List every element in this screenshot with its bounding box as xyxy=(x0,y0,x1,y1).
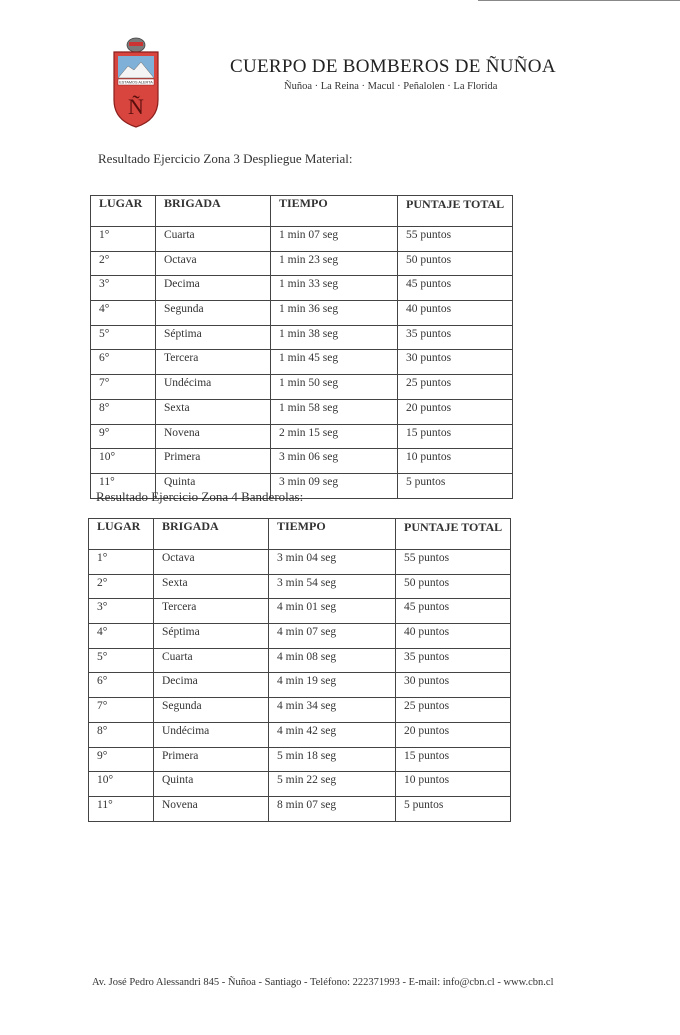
cell-tiempo: 1 min 50 seg xyxy=(271,375,398,400)
cell-tiempo: 4 min 42 seg xyxy=(269,722,396,747)
table-row xyxy=(91,251,513,276)
table-row xyxy=(91,325,513,350)
cell-tiempo: 4 min 19 seg xyxy=(269,673,396,698)
table-row xyxy=(89,574,511,599)
table-row xyxy=(91,350,513,375)
cell-puntaje: 35 puntos xyxy=(396,648,511,673)
table-row xyxy=(89,550,511,575)
cell-lugar: 5° xyxy=(91,325,156,350)
cell-tiempo: 2 min 15 seg xyxy=(271,424,398,449)
cell-puntaje: 50 puntos xyxy=(398,251,513,276)
cell-brigada: Novena xyxy=(154,796,269,821)
table-row xyxy=(89,648,511,673)
table-row xyxy=(89,624,511,649)
table-row xyxy=(91,399,513,424)
table-row xyxy=(91,424,513,449)
cell-lugar: 6° xyxy=(91,350,156,375)
cell-tiempo: 8 min 07 seg xyxy=(269,796,396,821)
cell-puntaje: 30 puntos xyxy=(398,350,513,375)
footer-contact: Av. José Pedro Alessandri 845 - Ñuñoa - Santiago - Teléfono: 222371993 - E-mail: info@cbn.cl - www.cbn.cl xyxy=(92,977,554,988)
cell-tiempo: 1 min 38 seg xyxy=(271,325,398,350)
cell-tiempo: 5 min 18 seg xyxy=(269,747,396,772)
cell-puntaje: 45 puntos xyxy=(396,599,511,624)
cell-lugar: 11° xyxy=(91,473,156,498)
cell-tiempo: 3 min 09 seg xyxy=(271,473,398,498)
cell-lugar: 9° xyxy=(91,424,156,449)
cell-puntaje: 25 puntos xyxy=(396,698,511,723)
table-header-row xyxy=(89,519,511,550)
table-row xyxy=(91,375,513,400)
table-row xyxy=(89,796,511,821)
table-row xyxy=(91,301,513,326)
table-row xyxy=(89,722,511,747)
cell-lugar: 1° xyxy=(89,550,154,575)
cell-puntaje: 15 puntos xyxy=(396,747,511,772)
cell-lugar: 5° xyxy=(89,648,154,673)
cell-tiempo: 1 min 58 seg xyxy=(271,399,398,424)
cell-puntaje: 25 puntos xyxy=(398,375,513,400)
cell-tiempo: 5 min 22 seg xyxy=(269,772,396,797)
cell-brigada: Undécima xyxy=(156,375,271,400)
cell-puntaje: 40 puntos xyxy=(396,624,511,649)
cell-puntaje: 15 puntos xyxy=(398,424,513,449)
cell-puntaje: 45 puntos xyxy=(398,276,513,301)
cell-tiempo: 1 min 36 seg xyxy=(271,301,398,326)
cell-brigada: Sexta xyxy=(154,574,269,599)
cell-lugar: 2° xyxy=(91,251,156,276)
cell-puntaje: 10 puntos xyxy=(396,772,511,797)
cell-brigada: Novena xyxy=(156,424,271,449)
cell-puntaje: 55 puntos xyxy=(396,550,511,575)
cell-lugar: 3° xyxy=(89,599,154,624)
svg-text:Ñ: Ñ xyxy=(128,94,144,119)
cell-tiempo: 4 min 08 seg xyxy=(269,648,396,673)
cell-tiempo: 3 min 04 seg xyxy=(269,550,396,575)
cell-puntaje: 35 puntos xyxy=(398,325,513,350)
cell-puntaje: 5 puntos xyxy=(398,473,513,498)
cell-puntaje: 10 puntos xyxy=(398,449,513,474)
cell-tiempo: 3 min 06 seg xyxy=(271,449,398,474)
cell-brigada: Cuarta xyxy=(154,648,269,673)
svg-text:ESTAMOS ALERTA: ESTAMOS ALERTA xyxy=(119,80,153,85)
cell-lugar: 2° xyxy=(89,574,154,599)
cell-lugar: 3° xyxy=(91,276,156,301)
cell-tiempo: 1 min 45 seg xyxy=(271,350,398,375)
cell-tiempo: 1 min 23 seg xyxy=(271,251,398,276)
top-edge-line xyxy=(478,0,680,1)
cell-tiempo: 4 min 34 seg xyxy=(269,698,396,723)
cell-brigada: Séptima xyxy=(154,624,269,649)
cell-brigada: Undécima xyxy=(154,722,269,747)
cell-brigada: Quinta xyxy=(156,473,271,498)
table-row xyxy=(89,747,511,772)
table-row xyxy=(91,227,513,252)
cell-brigada: Sexta xyxy=(156,399,271,424)
cell-brigada: Octava xyxy=(154,550,269,575)
cell-puntaje: 5 puntos xyxy=(396,796,511,821)
column-header-lugar: LUGAR xyxy=(89,519,154,550)
cell-lugar: 4° xyxy=(91,301,156,326)
organization-title: CUERPO DE BOMBEROS DE ÑUÑOA xyxy=(230,56,556,77)
communes-subtitle: Ñuñoa · La Reina · Macul · Peñalolen · La Florida xyxy=(284,81,498,92)
cell-lugar: 6° xyxy=(89,673,154,698)
cell-tiempo: 4 min 01 seg xyxy=(269,599,396,624)
cell-lugar: 10° xyxy=(89,772,154,797)
column-header-brigada: BRIGADA xyxy=(156,196,271,227)
cell-brigada: Tercera xyxy=(154,599,269,624)
cell-brigada: Decima xyxy=(156,276,271,301)
cell-brigada: Primera xyxy=(156,449,271,474)
table-row xyxy=(89,673,511,698)
cell-lugar: 8° xyxy=(89,722,154,747)
section-heading-zona3: Resultado Ejercicio Zona 3 Despliegue Material: xyxy=(98,151,353,166)
results-table-zona3 xyxy=(90,195,513,499)
table-row xyxy=(89,599,511,624)
cell-lugar: 10° xyxy=(91,449,156,474)
table-row xyxy=(91,276,513,301)
table-header-row xyxy=(91,196,513,227)
cell-brigada: Quinta xyxy=(154,772,269,797)
cell-lugar: 9° xyxy=(89,747,154,772)
cell-puntaje: 20 puntos xyxy=(396,722,511,747)
column-header-brigada: BRIGADA xyxy=(154,519,269,550)
cell-puntaje: 40 puntos xyxy=(398,301,513,326)
column-header-tiempo: TIEMPO xyxy=(269,519,396,550)
cell-puntaje: 55 puntos xyxy=(398,227,513,252)
cell-puntaje: 50 puntos xyxy=(396,574,511,599)
cell-brigada: Séptima xyxy=(156,325,271,350)
cell-puntaje: 30 puntos xyxy=(396,673,511,698)
section-heading-zona4: Resultado Ejercicio Zona 4 Banderolas: xyxy=(96,489,304,504)
cell-lugar: 7° xyxy=(89,698,154,723)
cell-brigada: Octava xyxy=(156,251,271,276)
cell-tiempo: 3 min 54 seg xyxy=(269,574,396,599)
cell-brigada: Cuarta xyxy=(156,227,271,252)
cell-lugar: 8° xyxy=(91,399,156,424)
cell-brigada: Segunda xyxy=(154,698,269,723)
cell-tiempo: 1 min 07 seg xyxy=(271,227,398,252)
column-header-tiempo: TIEMPO xyxy=(271,196,398,227)
cell-lugar: 7° xyxy=(91,375,156,400)
cell-brigada: Segunda xyxy=(156,301,271,326)
cell-lugar: 4° xyxy=(89,624,154,649)
column-header-puntaje: PUNTAJE TOTAL xyxy=(396,519,511,550)
cell-tiempo: 4 min 07 seg xyxy=(269,624,396,649)
column-header-puntaje: PUNTAJE TOTAL xyxy=(398,196,513,227)
cell-brigada: Tercera xyxy=(156,350,271,375)
column-header-lugar: LUGAR xyxy=(91,196,156,227)
table-row xyxy=(89,772,511,797)
cell-lugar: 1° xyxy=(91,227,156,252)
results-table-zona4 xyxy=(88,518,511,822)
fire-brigade-crest-logo xyxy=(108,36,164,128)
cell-lugar: 11° xyxy=(89,796,154,821)
cell-puntaje: 20 puntos xyxy=(398,399,513,424)
table-row xyxy=(89,698,511,723)
table-row xyxy=(91,449,513,474)
cell-brigada: Decima xyxy=(154,673,269,698)
cell-tiempo: 1 min 33 seg xyxy=(271,276,398,301)
cell-brigada: Primera xyxy=(154,747,269,772)
